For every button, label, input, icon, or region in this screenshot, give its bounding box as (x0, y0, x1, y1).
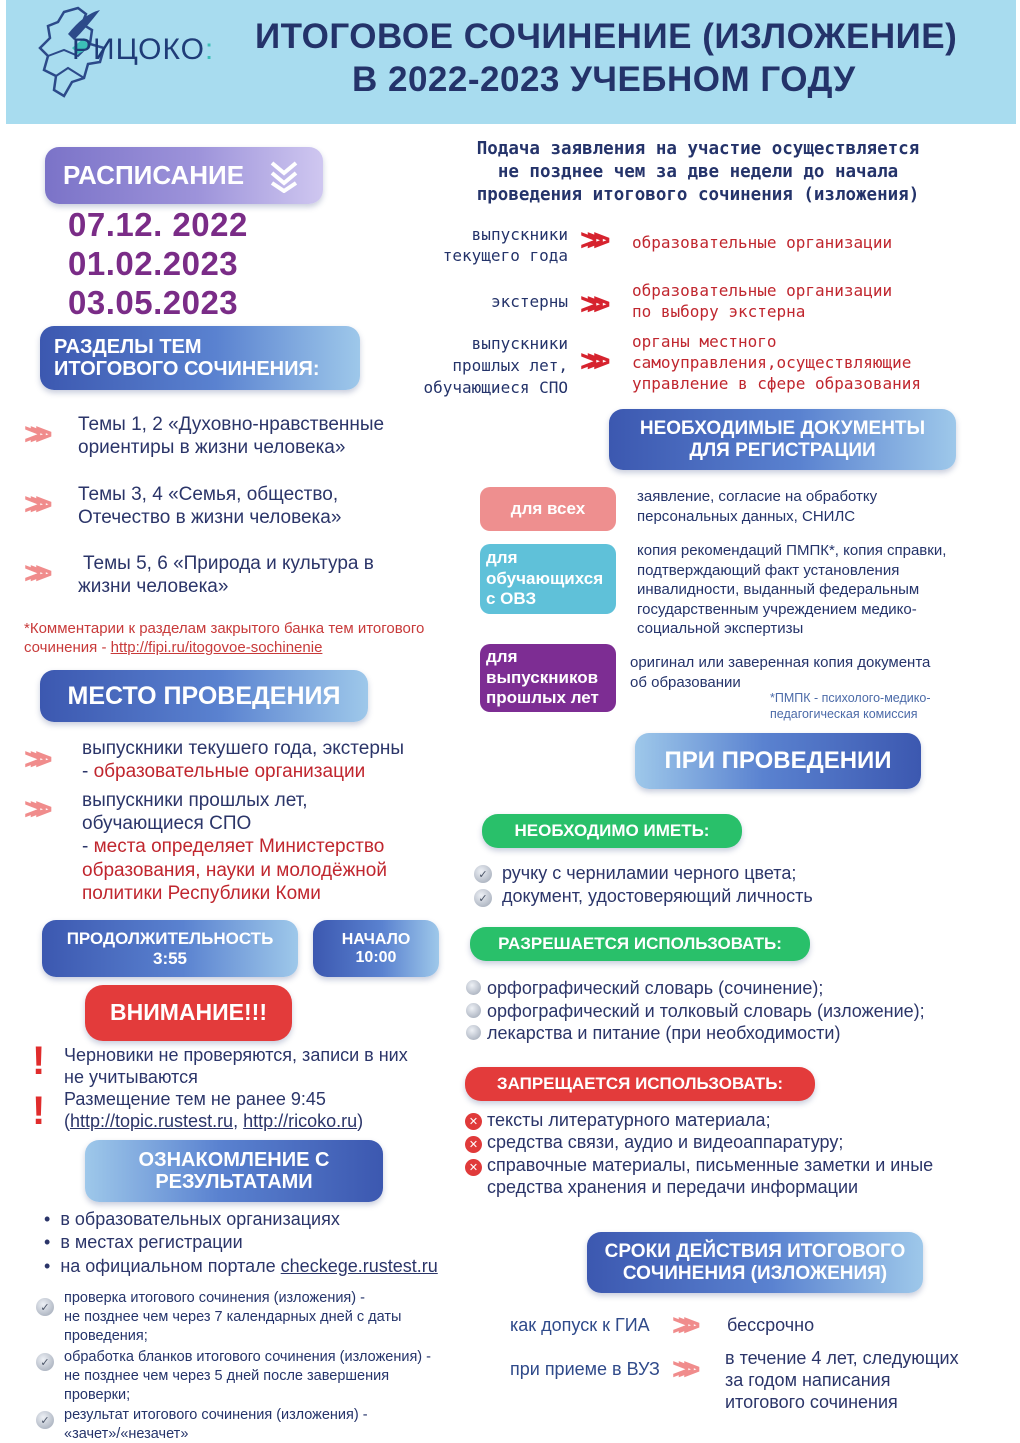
check-badge-icon: ✓ (36, 1411, 54, 1429)
check-badge-icon (466, 1003, 481, 1018)
pmpk-footnote: *ПМПК - психолого-медико- педагогическая комиссия (770, 691, 931, 722)
prohibited-icon: ✕ (465, 1159, 482, 1176)
check-badge-icon: ✓ (36, 1353, 54, 1371)
check-badge-icon (466, 1025, 481, 1040)
documents-text: заявление, согласие на обработку персональных данных, СНИЛС (637, 488, 878, 525)
results-check: обработка бланков итогового сочинения (изложения) - не позднее чем через 5 дней после завершения проверки; (64, 1349, 431, 1403)
must-item: ручку с черниламии черного цвета; (502, 863, 797, 883)
exclamation-icon: ! (32, 1039, 46, 1083)
applicant-group: экстерны (490, 292, 568, 311)
documents-text: копия рекомендаций ПМПК*, копия справки, подтверждающий факт установления инвалидности, выданный федеральным государственным учреждением медико- социальной экспертизы (637, 542, 947, 637)
ricoko-link[interactable]: http://ricoko.ru (243, 1110, 358, 1131)
schedule-date: 01.02.2023 (68, 245, 239, 282)
topic-link[interactable]: http://topic.rustest.ru (70, 1110, 234, 1131)
tag-ovz: для обучающихся с ОВЗ (480, 544, 616, 614)
check-badge-icon: ✓ (474, 889, 492, 907)
exclamation-icon: ! (32, 1089, 46, 1133)
section-item: Темы 3, 4 «Семья, общество, Отечество в жизни человека» (78, 484, 342, 529)
start-time-label: НАЧАЛО 10:00 (313, 920, 439, 977)
application-heading: Подача заявления на участие осуществляется не позднее чем за две недели до начала проведения итогового сочинения (изложения) (476, 139, 920, 206)
venue-item: выпускники текушего года, экстерны - образовательные организации (82, 738, 405, 783)
venue-label: МЕСТО ПРОВЕДЕНИЯ (40, 670, 368, 722)
banned-item: средства связи, аудио и видеоаппаратуру; (487, 1132, 844, 1152)
application-place: образовательные организации (632, 233, 893, 252)
page-title-line1: ИТОГОВОЕ СОЧИНЕНИЕ (ИЗЛОЖЕНИЕ) (255, 17, 958, 56)
venue-item: выпускники прошлых лет, обучающиеся СПО - места определяет Министерство образования, науки и молодёжной политики Республики Коми (82, 790, 387, 904)
validity-row-label: как допуск к ГИА (510, 1315, 650, 1335)
must-item: документ, удостоверяющий личность (502, 886, 813, 906)
sections-footnote: *Комментарии к разделам закрытого банка тем итогового сочинения - http://fipi.ru/itogovoe-sochinenie (24, 620, 425, 657)
schedule-label: РАСПИСАНИЕ (45, 147, 323, 204)
chevrons-icon: >>> (672, 1309, 689, 1342)
results-label: ОЗНАКОМЛЕНИЕ С РЕЗУЛЬТАТАМИ (85, 1140, 383, 1202)
section-item: Темы 5, 6 «Природа и культура в жизни человека» (78, 553, 374, 598)
schedule-date: 07.12. 2022 (68, 206, 248, 243)
results-check: проверка итогового сочинения (изложения) - не позднее чем через 7 календарных дней с даты проведения; (64, 1290, 402, 1344)
applicant-group: выпускники прошлых лет, обучающиеся СПО (423, 334, 568, 398)
application-place: образовательные организации по выбору экстерна (632, 281, 893, 321)
duration-label: ПРОДОЛЖИТЕЛЬНОСТЬ 3:55 (42, 920, 298, 977)
validity-row-value: бессрочно (727, 1315, 815, 1335)
documents-label: НЕОБХОДИМЫЕ ДОКУМЕНТЫ ДЛЯ РЕГИСТРАЦИИ (609, 409, 956, 470)
page-title-line2: В 2022-2023 УЧЕБНОМ ГОДУ (352, 60, 856, 99)
allowed-label: РАЗРЕШАЕТСЯ ИСПОЛЬЗОВАТЬ: (470, 927, 810, 961)
during-label: ПРИ ПРОВЕДЕНИИ (635, 733, 921, 789)
chevrons-icon: >>> (24, 557, 41, 590)
section-item: Темы 1, 2 «Духовно-нравственные ориентиры в жизни человека» (78, 414, 385, 459)
results-list (44, 1208, 438, 1278)
allowed-item: орфографический и толковый словарь (изложение); (487, 1001, 925, 1021)
must-have-label: НЕОБХОДИМО ИМЕТЬ: (482, 814, 742, 848)
results-check: результат итогового сочинения (изложения) - «зачет»/«незачет» (64, 1407, 368, 1442)
banned-item: справочные материалы, письменные заметки и иные средства хранения и передачи информации (487, 1155, 934, 1197)
allowed-item: орфографический словарь (сочинение); (487, 978, 824, 998)
applicant-group: выпускники текущего года (442, 225, 568, 265)
list-item: • в образовательных организациях (44, 1209, 340, 1229)
chevrons-icon: >>> (580, 345, 600, 378)
banned-label: ЗАПРЕЩАЕТСЯ ИСПОЛЬЗОВАТЬ: (465, 1067, 815, 1101)
prohibited-icon: ✕ (465, 1136, 482, 1153)
schedule-date: 03.05.2023 (68, 284, 239, 321)
chevrons-icon: >>> (24, 743, 41, 776)
check-badge-icon: ✓ (36, 1298, 54, 1316)
documents-text: оригинал или заверенная копия документа об образовании (630, 654, 931, 691)
validity-label: СРОКИ ДЕЙСТВИЯ ИТОГОВОГО СОЧИНЕНИЯ (ИЗЛОЖЕНИЯ) (587, 1232, 923, 1293)
chevrons-icon: >>> (24, 418, 41, 451)
validity-row-value: в течение 4 лет, следующих за годом написания итогового сочинения (725, 1348, 959, 1412)
chevrons-icon: >>> (580, 288, 600, 321)
attention-note: Размещение тем не ранее 9:45 (http://topic.rustest.ru, http://ricoko.ru) (64, 1089, 364, 1131)
banned-item: тексты литературного материала; (487, 1110, 771, 1130)
checkege-link[interactable]: checkege.rustest.ru (280, 1255, 438, 1276)
prohibited-icon: ✕ (465, 1113, 482, 1130)
tag-for-all: для всех (480, 487, 616, 531)
list-item: • в местах регистрации (44, 1232, 243, 1253)
logo-text: РИЦОКО: (72, 33, 215, 66)
application-place: органы местного самоуправления,осуществляющие управление в сфере образования (632, 332, 921, 393)
sections-label: РАЗДЕЛЫ ТЕМ ИТОГОВОГО СОЧИНЕНИЯ: (40, 326, 360, 390)
validity-row-label: при приеме в ВУЗ (510, 1359, 660, 1379)
chevrons-icon: >>> (24, 488, 41, 521)
list-item: • на официальном портале checkege.rustest.ru (44, 1255, 438, 1276)
double-chevron-down-icon (268, 159, 300, 193)
chevrons-icon: >>> (580, 224, 600, 257)
allowed-item: лекарства и питание (при необходимости) (487, 1023, 841, 1043)
fipi-link[interactable]: http://fipi.ru/itogovoe-sochinenie (110, 639, 323, 657)
check-badge-icon: ✓ (474, 865, 492, 883)
chevrons-icon: >>> (24, 793, 41, 826)
check-badge-icon (466, 980, 481, 995)
chevrons-icon: >>> (672, 1353, 689, 1386)
attention-note: Черновики не проверяются, записи в них не учитываются (64, 1045, 408, 1087)
tag-past-graduates: для выпускников прошлых лет (480, 644, 616, 712)
attention-label: ВНИМАНИЕ!!! (85, 985, 292, 1041)
